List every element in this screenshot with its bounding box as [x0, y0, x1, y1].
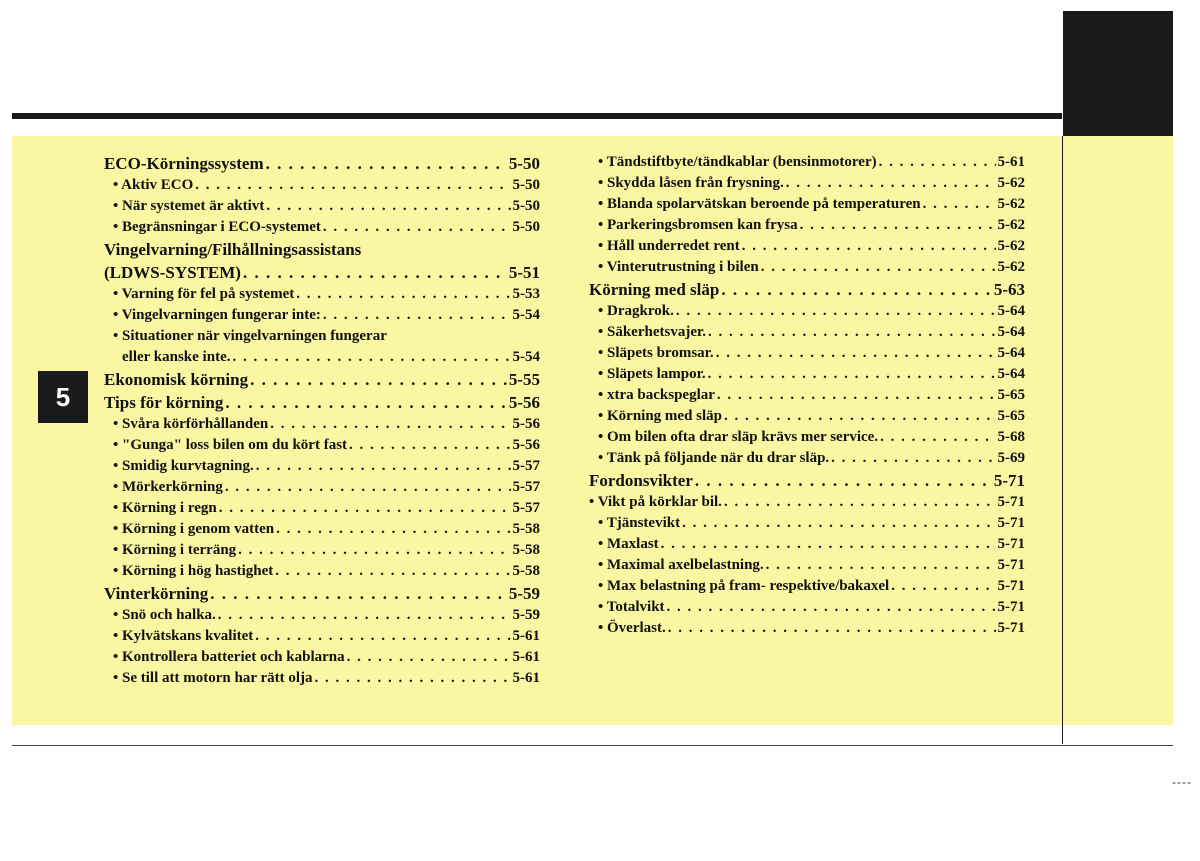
toc-entry-page: 5-65	[997, 408, 1025, 424]
toc-entry-title: Fordonsvikter	[589, 471, 693, 490]
toc-entry[interactable]	[589, 450, 1025, 471]
toc-entry[interactable]	[589, 494, 1025, 515]
toc-entry[interactable]	[104, 307, 540, 328]
toc-entry-title: • Begränsningar i ECO-systemet	[113, 219, 321, 235]
toc-heading[interactable]	[104, 370, 540, 393]
toc-entry-title: • Situationer när vingelvarningen fungerar	[113, 328, 387, 344]
toc-entry[interactable]	[104, 437, 540, 458]
toc-entry[interactable]	[104, 177, 540, 198]
toc-entry-title: • Tändstiftbyte/tändkablar (bensinmotorer)	[598, 154, 877, 170]
toc-entry-title: • Blanda spolarvätskan beroende på temperaturen	[598, 196, 921, 212]
dot-leader	[323, 219, 511, 236]
toc-entry-title: • Tjänstevikt	[598, 515, 681, 531]
toc-entry-page: 5-54	[512, 349, 540, 365]
toc-entry[interactable]	[104, 286, 540, 307]
dot-leader	[923, 196, 996, 213]
toc-column-left	[104, 154, 540, 691]
toc-entry[interactable]	[589, 620, 1025, 641]
toc-entry-title: • Kylvätskans kvalitet	[113, 628, 254, 644]
toc-entry-page: 5-56	[512, 437, 540, 453]
toc-entry-page: 5-57	[512, 458, 540, 474]
toc-entry-title: • Körning i terräng	[113, 542, 237, 558]
toc-entry-title: eller kanske inte.	[122, 349, 231, 365]
dot-leader	[225, 393, 506, 413]
dot-leader	[717, 387, 996, 404]
dot-leader	[695, 471, 992, 491]
toc-entry-title: • Skydda låsen från frysning.	[598, 175, 784, 191]
toc-entry-page: 5-64	[997, 303, 1025, 319]
toc-entry[interactable]	[104, 479, 540, 500]
toc-entry[interactable]	[104, 521, 540, 542]
toc-entry-page: 5-71	[997, 578, 1025, 594]
toc-entry-page: 5-51	[508, 263, 540, 282]
toc-entry[interactable]	[104, 542, 540, 563]
toc-entry[interactable]	[589, 259, 1025, 280]
toc-entry-page: 5-64	[997, 366, 1025, 382]
toc-entry-title: Ekonomisk körning	[104, 370, 249, 389]
toc-entry-title: Tips för körning	[104, 393, 224, 412]
toc-entry[interactable]	[104, 670, 540, 691]
toc-entry[interactable]	[589, 578, 1025, 599]
dot-leader	[668, 620, 996, 637]
toc-entry-page: 5-50	[508, 154, 540, 173]
dot-leader	[831, 450, 995, 467]
footer-rule	[12, 745, 1173, 746]
toc-entry-title: • Snö och halka.	[113, 607, 216, 623]
toc-heading[interactable]	[104, 584, 540, 607]
toc-entry-title: • Vinterutrustning i bilen	[598, 259, 759, 275]
toc-entry-title: • Körning med släp	[598, 408, 723, 424]
toc-entry-page: 5-63	[993, 280, 1025, 299]
dot-leader	[682, 515, 995, 532]
toc-heading[interactable]	[104, 263, 540, 286]
toc-entry-page: 5-62	[997, 175, 1025, 191]
toc-entry-page: 5-57	[512, 500, 540, 516]
toc-entry-title: • Kontrollera batteriet och kablarna	[113, 649, 345, 665]
toc-entry-title: (LDWS-SYSTEM)	[104, 263, 241, 282]
toc-entry[interactable]	[104, 349, 540, 370]
toc-entry[interactable]	[589, 324, 1025, 345]
toc-heading[interactable]	[589, 280, 1025, 303]
toc-entry-page: 5-56	[512, 416, 540, 432]
toc-entry-title: Vingelvarning/Filhållningsassistans	[104, 240, 362, 259]
dot-leader	[275, 563, 510, 580]
toc-entry-page: 5-61	[512, 670, 540, 686]
toc-entry[interactable]	[104, 500, 540, 521]
dot-leader	[708, 366, 996, 383]
toc-entry[interactable]	[589, 175, 1025, 196]
toc-entry-page: 5-54	[512, 307, 540, 323]
toc-entry-title: • Maximal axelbelastning.	[598, 557, 764, 573]
dot-leader	[880, 429, 995, 446]
dot-leader	[250, 370, 507, 390]
dot-leader	[210, 584, 507, 604]
toc-entry-title: • Håll underredet rent	[598, 238, 740, 254]
toc-entry-title: • Tänk på följande när du drar släp.	[598, 450, 830, 466]
toc-heading[interactable]	[589, 471, 1025, 494]
toc-entry-page: 5-68	[997, 429, 1025, 445]
dot-leader	[724, 408, 995, 425]
toc-entry[interactable]	[104, 219, 540, 240]
dot-leader	[891, 578, 995, 595]
dot-leader	[347, 649, 511, 666]
dot-leader	[721, 280, 991, 300]
toc-entry-title: • Släpets lampor.	[598, 366, 706, 382]
dot-leader	[661, 536, 996, 553]
dot-leader	[256, 458, 511, 475]
toc-entry-page: 5-61	[997, 154, 1025, 170]
toc-entry[interactable]	[589, 599, 1025, 620]
dot-leader	[195, 177, 510, 194]
toc-entry-title: • Totalvikt	[598, 599, 665, 615]
toc-entry-title: • Se till att motorn har rätt olja	[113, 670, 313, 686]
dot-leader	[218, 607, 511, 624]
toc-entry-title: • Släpets bromsar.	[598, 345, 714, 361]
toc-entry-title: • Överlast.	[598, 620, 666, 636]
toc-entry[interactable]	[104, 416, 540, 437]
toc-entry-title: • Om bilen ofta drar släp krävs mer service.	[598, 429, 879, 445]
toc-entry[interactable]	[104, 607, 540, 628]
toc-entry[interactable]	[104, 628, 540, 649]
toc-entry-page: 5-53	[512, 286, 540, 302]
toc-entry[interactable]	[104, 198, 540, 219]
dot-leader	[766, 557, 996, 574]
toc-entry-page: 5-50	[512, 177, 540, 193]
toc-entry-page: 5-71	[993, 471, 1025, 490]
dot-leader	[724, 494, 996, 511]
toc-entry-title: ECO-Körningssystem	[104, 154, 264, 173]
dot-leader	[243, 263, 507, 283]
toc-entry-title: • Körning i genom vatten	[113, 521, 275, 537]
toc-entry-title: • Max belastning på fram- respektive/bakaxel	[598, 578, 890, 594]
dot-leader	[255, 628, 510, 645]
toc-entry-page: 5-69	[997, 450, 1025, 466]
dot-leader	[676, 303, 996, 320]
toc-entry[interactable]	[589, 515, 1025, 536]
toc-entry[interactable]	[589, 366, 1025, 387]
toc-entry-title: Vinterkörning	[104, 584, 209, 603]
toc-entry[interactable]	[589, 217, 1025, 238]
dot-leader	[800, 217, 996, 234]
toc-entry[interactable]	[589, 536, 1025, 557]
dot-leader	[225, 479, 511, 496]
dot-leader	[219, 500, 511, 517]
dot-leader	[315, 670, 511, 687]
toc-entry[interactable]	[589, 238, 1025, 259]
toc-entry[interactable]	[104, 649, 540, 670]
toc-entry-page: 5-58	[512, 563, 540, 579]
toc-entry-page: 5-62	[997, 196, 1025, 212]
toc-entry-title: • Smidig kurvtagning.	[113, 458, 254, 474]
toc-entry-page: 5-58	[512, 542, 540, 558]
dot-leader	[323, 307, 511, 324]
toc-entry-title: Körning med släp	[589, 280, 720, 299]
dot-leader	[266, 198, 510, 215]
dot-leader	[742, 238, 996, 255]
toc-heading[interactable]	[104, 154, 540, 177]
toc-entry-page: 5-58	[512, 521, 540, 537]
page-marker: ----	[1172, 775, 1192, 789]
toc-entry-page: 5-71	[997, 557, 1025, 573]
toc-entry-title: • Svåra körförhållanden	[113, 416, 269, 432]
toc-entry-page: 5-55	[508, 370, 540, 389]
toc-entry-title: • Körning i hög hastighet	[113, 563, 274, 579]
toc-entry-title: • Varning för fel på systemet	[113, 286, 295, 302]
toc-entry-title: • Dragkrok.	[598, 303, 674, 319]
dot-leader	[667, 599, 996, 616]
toc-entry-page: 5-59	[512, 607, 540, 623]
toc-entry-page: 5-71	[997, 536, 1025, 552]
toc-entry-page: 5-50	[512, 219, 540, 235]
toc-entry[interactable]	[104, 563, 540, 584]
dot-leader	[716, 345, 996, 362]
header-rule	[12, 113, 1062, 119]
toc-entry[interactable]	[589, 196, 1025, 217]
toc-heading[interactable]	[104, 240, 540, 263]
toc-entry-page: 5-71	[997, 515, 1025, 531]
toc-entry-title: • Parkeringsbromsen kan frysa	[598, 217, 798, 233]
margin-rule	[1062, 136, 1063, 744]
dot-leader	[879, 154, 996, 171]
toc-entry[interactable]	[589, 408, 1025, 429]
dot-leader	[276, 521, 510, 538]
toc-entry-page: 5-64	[997, 324, 1025, 340]
toc-entry-page: 5-64	[997, 345, 1025, 361]
toc-entry-page: 5-62	[997, 217, 1025, 233]
dot-leader	[238, 542, 510, 559]
toc-entry-page: 5-61	[512, 649, 540, 665]
toc-entry[interactable]	[589, 557, 1025, 578]
toc-entry[interactable]	[589, 154, 1025, 175]
toc-entry[interactable]	[589, 429, 1025, 450]
dot-leader	[270, 416, 510, 433]
toc-entry[interactable]	[589, 303, 1025, 324]
toc-entry[interactable]	[104, 458, 540, 479]
toc-entry[interactable]	[104, 328, 540, 349]
dot-leader	[708, 324, 995, 341]
dot-leader	[232, 349, 510, 366]
toc-entry-page: 5-61	[512, 628, 540, 644]
toc-entry-title: • Körning i regn	[113, 500, 217, 516]
dot-leader	[266, 154, 507, 174]
toc-entry-title: • "Gunga" loss bilen om du kört fast	[113, 437, 348, 453]
toc-entry-page: 5-50	[512, 198, 540, 214]
toc-entry-page: 5-62	[997, 238, 1025, 254]
toc-entry-title: • Maxlast	[598, 536, 659, 552]
toc-entry[interactable]	[589, 345, 1025, 366]
dot-leader	[786, 175, 996, 192]
toc-entry-page: 5-65	[997, 387, 1025, 403]
toc-entry-page: 5-59	[508, 584, 540, 603]
toc-entry-page: 5-71	[997, 599, 1025, 615]
toc-entry-page: 5-57	[512, 479, 540, 495]
toc-entry-title: • Vikt på körklar bil.	[589, 494, 722, 510]
corner-tab	[1063, 11, 1173, 136]
toc-entry[interactable]	[589, 387, 1025, 408]
dot-leader	[761, 259, 996, 276]
toc-entry-title: • Mörkerkörning	[113, 479, 223, 495]
toc-entry-title: • Aktiv ECO	[113, 177, 194, 193]
toc-entry-title: • Säkerhetsvajer.	[598, 324, 707, 340]
toc-heading[interactable]	[104, 393, 540, 416]
toc-entry-page: 5-71	[997, 620, 1025, 636]
chapter-tab[interactable]: 5	[38, 371, 88, 423]
toc-entry-title: • xtra backspeglar	[598, 387, 715, 403]
toc-entry-page: 5-56	[508, 393, 540, 412]
toc-entry-title: • När systemet är aktivt	[113, 198, 265, 214]
toc-entry-page: 5-62	[997, 259, 1025, 275]
dot-leader	[296, 286, 510, 303]
toc-column-right	[589, 154, 1025, 641]
dot-leader	[349, 437, 510, 454]
toc-entry-page: 5-71	[997, 494, 1025, 510]
toc-entry-title: • Vingelvarningen fungerar inte:	[113, 307, 321, 323]
